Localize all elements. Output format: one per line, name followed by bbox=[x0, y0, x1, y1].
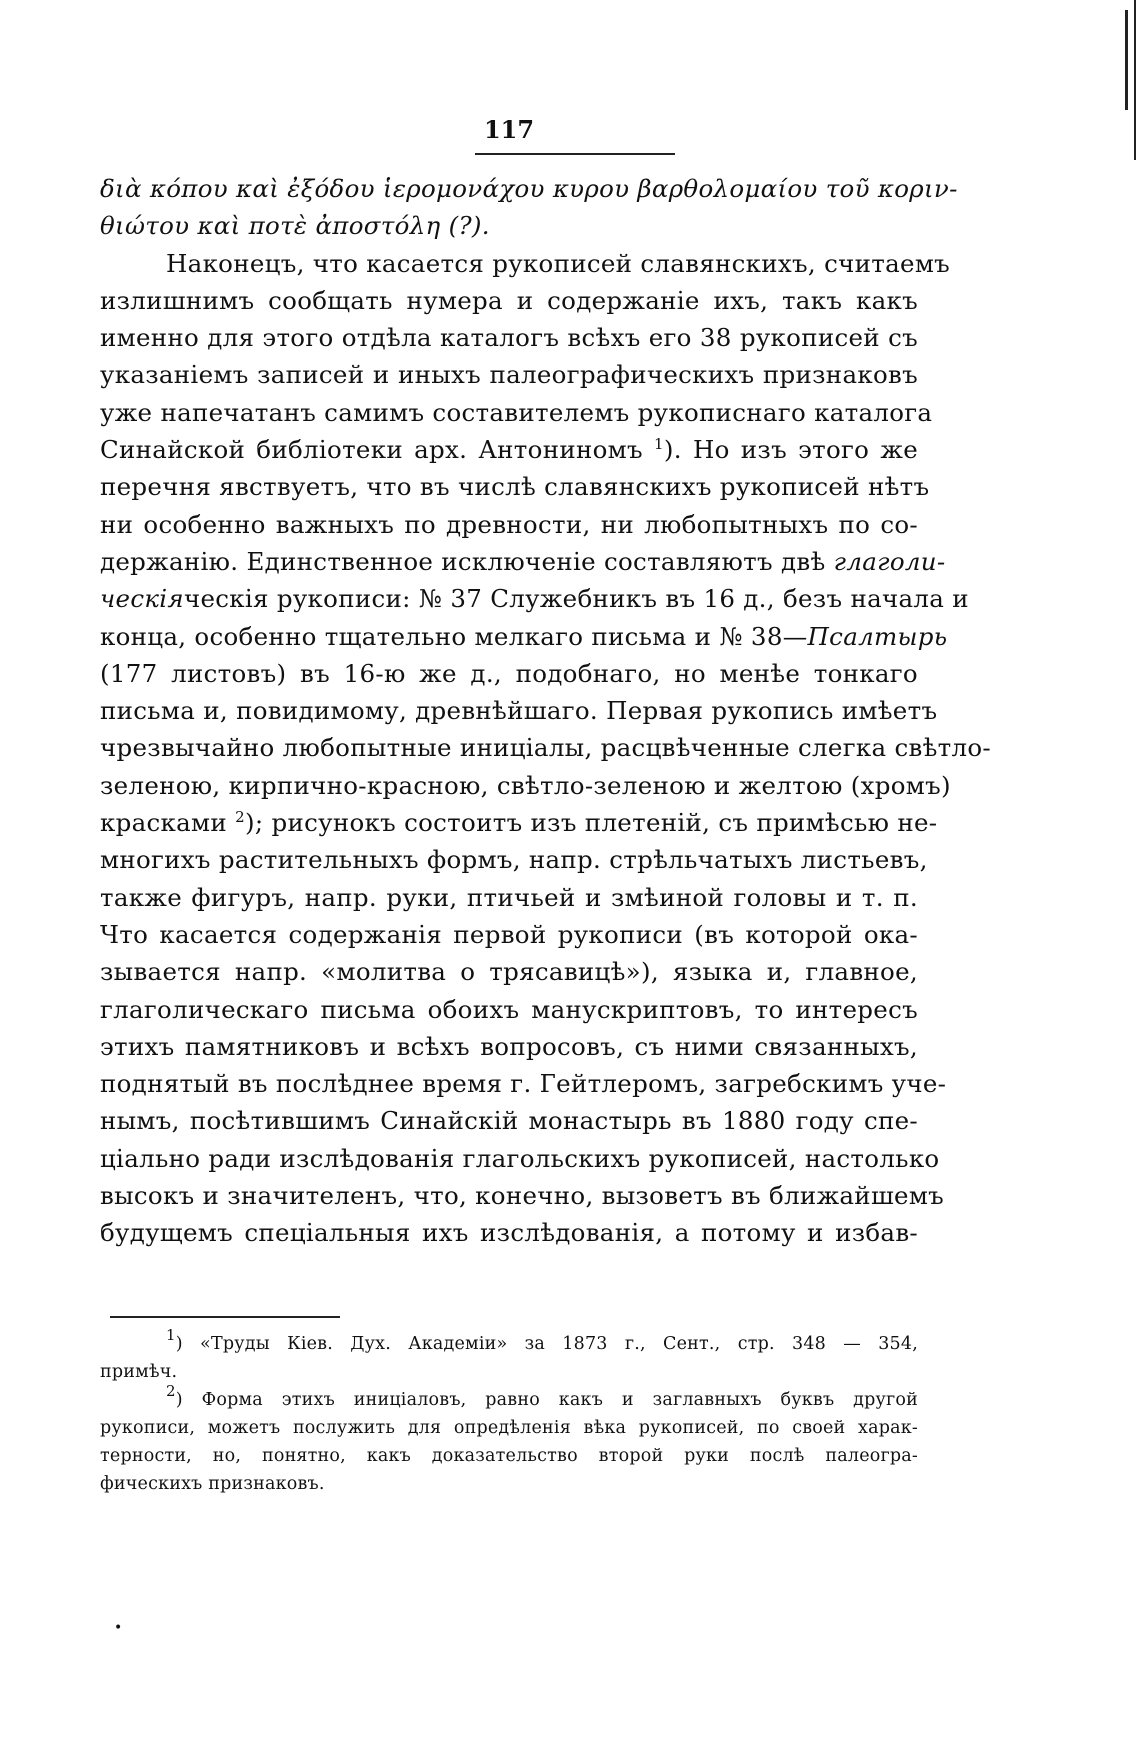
italic-term: Псалтырь bbox=[807, 621, 948, 651]
text-line: именно для этого отдѣла каталогъ всѣхъ его 38 рукописей съ bbox=[100, 323, 918, 353]
text-fragment: держанію. Единственное исключеніе составляютъ двѣ bbox=[100, 546, 826, 576]
text-fragment: ). Но изъ этого же bbox=[663, 435, 918, 465]
italic-term: глаголи- bbox=[833, 546, 946, 576]
text-line: ни особенно важныхъ по древности, ни любопытныхъ по со- bbox=[100, 509, 918, 539]
text-line bbox=[100, 804, 938, 841]
footnote-2-line: терности, но, понятно, какъ доказательство второй руки послѣ палеогра- bbox=[100, 1446, 918, 1466]
text-line: письма и, повидимому, древнѣйшаго. Первая рукопись имѣетъ bbox=[100, 696, 938, 726]
text-line: (177 листовъ) въ 16-ю же д., подобнаго, но менѣе тонкаго bbox=[100, 658, 918, 688]
text-fragment: ческія рукописи: № 37 Служебникъ въ 16 д., безъ начала и bbox=[183, 584, 969, 614]
footnote-2-line: фическихъ признаковъ. bbox=[100, 1474, 325, 1494]
text-line: перечня явствуетъ, что въ числѣ славянскихъ рукописей нѣтъ bbox=[100, 472, 930, 502]
text-line: уже напечатанъ самимъ составителемъ рукописнаго каталога bbox=[100, 397, 933, 427]
text-line: διὰ κόπου καὶ ἐξόδου ἱερομονάχου κυρου βαρθολομαίου τοῦ κοριν- bbox=[100, 174, 958, 203]
text-line: указаніемъ записей и иныхъ палеографическихъ признаковъ bbox=[100, 360, 918, 390]
text-line: ціально ради изслѣдованія глагольскихъ рукописей, настолько bbox=[100, 1143, 940, 1173]
text-line: чрезвычайно любопытные иниціалы, расцвѣченные слегка свѣтло- bbox=[100, 733, 991, 763]
footnote-ref-1: 1 bbox=[654, 435, 664, 454]
italic-term: ческія bbox=[100, 584, 184, 614]
footnote-text: ) Форма этихъ иниціаловъ, равно какъ и заглавныхъ буквъ другой bbox=[175, 1390, 918, 1410]
footnote-1-continuation: примѣч. bbox=[100, 1362, 178, 1382]
text-line: будущемъ спеціальныя ихъ изслѣдованія, а потому и избав- bbox=[100, 1218, 918, 1248]
footnote-rule bbox=[110, 1316, 340, 1318]
text-line bbox=[100, 580, 969, 617]
text-fragment: красками bbox=[100, 808, 228, 838]
footnote-1 bbox=[100, 1326, 918, 1358]
footnote-text: ) «Труды Кіев. Дух. Академіи» за 1873 г., Сент., стр. 348 — 354, bbox=[175, 1334, 918, 1354]
text-line: также фигуръ, напр. руки, птичьей и змѣиной головы и т. п. bbox=[100, 882, 918, 912]
page-number-rule bbox=[475, 153, 675, 155]
text-line: зеленою, кирпично-красною, свѣтло-зеленою и желтою (хромъ) bbox=[100, 770, 951, 800]
text-fragment: конца, особенно тщательно мелкаго письма и № 38— bbox=[100, 621, 808, 651]
footnote-2 bbox=[100, 1382, 918, 1414]
text-line: этихъ памятниковъ и всѣхъ вопросовъ, съ ними связанныхъ, bbox=[100, 1031, 918, 1061]
scan-edge-mark bbox=[1134, 0, 1136, 160]
scan-edge-mark bbox=[1125, 10, 1128, 110]
text-line: многихъ растительныхъ формъ, напр. стрѣльчатыхъ листьевъ, bbox=[100, 845, 928, 875]
text-line: излишнимъ сообщать нумера и содержаніе ихъ, такъ какъ bbox=[100, 285, 918, 315]
text-line: высокъ и значителенъ, что, конечно, вызоветъ въ ближайшемъ bbox=[100, 1181, 945, 1211]
text-line: Наконецъ, что касается рукописей славянскихъ, считаемъ bbox=[166, 248, 951, 278]
text-line: поднятый въ послѣднее время г. Гейтлеромъ, загребскимъ уче- bbox=[100, 1069, 947, 1099]
footnote-marker: 1 bbox=[166, 1326, 176, 1344]
text-line: Что касается содержанія первой рукописи (въ которой ока- bbox=[100, 919, 918, 949]
footnote-2-line: рукописи, можетъ послужить для опредѣленія вѣка рукописей, по своей харак- bbox=[100, 1418, 918, 1438]
body-text bbox=[100, 170, 991, 1252]
text-fragment: ); рисунокъ состоитъ изъ плетеній, съ примѣсью не- bbox=[244, 808, 938, 838]
text-line bbox=[100, 431, 918, 468]
text-line: зывается напр. «молитва о трясавицѣ»), языка и, главное, bbox=[100, 957, 918, 987]
footnote-marker: 2 bbox=[166, 1382, 176, 1400]
footnotes bbox=[100, 1326, 918, 1498]
text-fragment: Синайской библіотеки арх. Антониномъ bbox=[100, 435, 643, 465]
text-line: глаголическаго письма обоихъ манускриптовъ, то интересъ bbox=[100, 994, 918, 1024]
stray-ink-mark: • bbox=[114, 1620, 123, 1636]
page-number: 117 bbox=[483, 115, 535, 144]
text-line: нымъ, посѣтившимъ Синайскій монастырь въ 1880 году спе- bbox=[100, 1106, 918, 1136]
footnote-ref-2: 2 bbox=[235, 808, 245, 827]
text-line: θιώτου καὶ ποτὲ ἀποστόλη (?). bbox=[100, 211, 490, 241]
text-line bbox=[100, 543, 946, 580]
text-line bbox=[100, 618, 948, 655]
